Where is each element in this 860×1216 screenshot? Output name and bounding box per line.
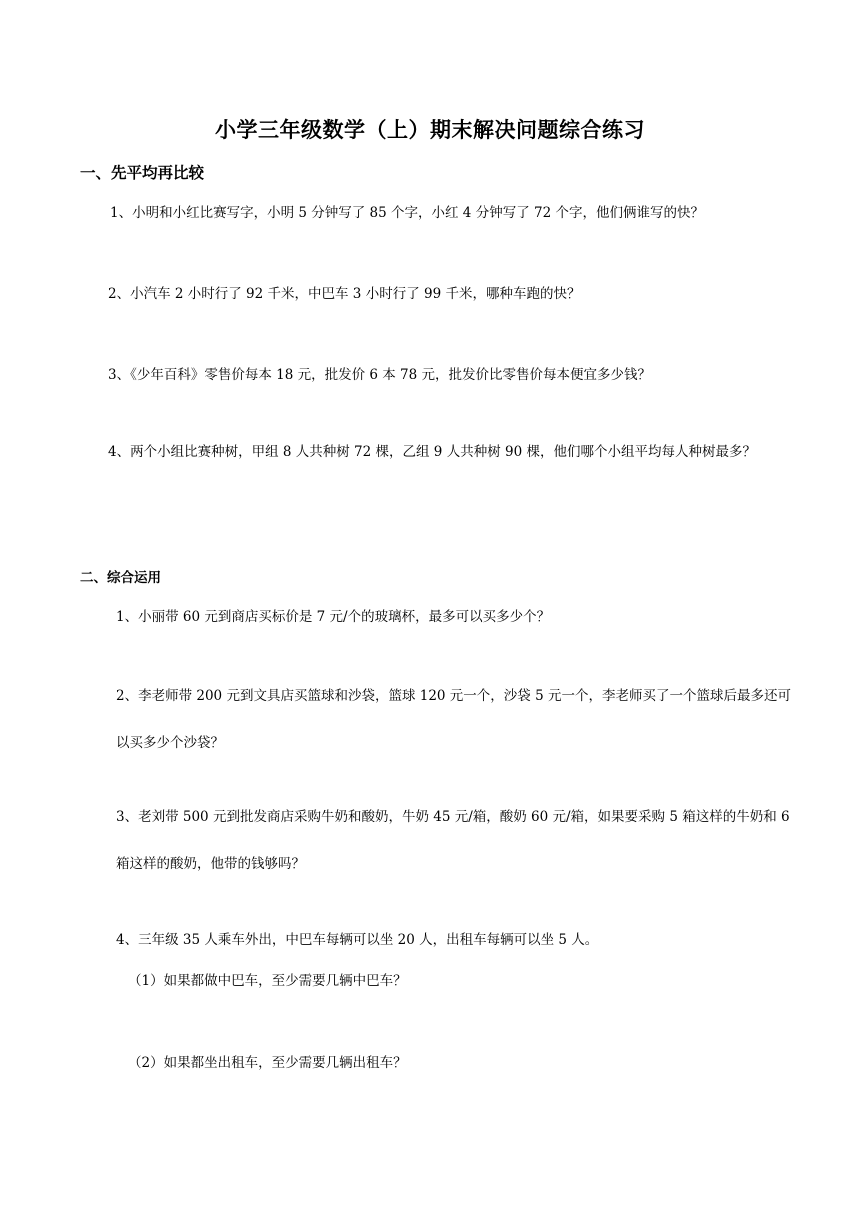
- section-heading-2: 二、综合运用: [80, 570, 161, 586]
- section2-question-2: 2、李老师带 200 元到文具店买篮球和沙袋，篮球 120 元一个，沙袋 5 元一个，李老师买了一个篮球后最多还可以买多少个沙袋？: [116, 688, 791, 751]
- section1-question-4: 4、两个小组比赛种树，甲组 8 人共种树 72 棵，乙组 9 人共种树 90 棵，他们哪个小组平均每人种树最多？: [108, 444, 756, 460]
- section-heading-1: 一、先平均再比较: [80, 164, 205, 182]
- section2-question-3: 3、老刘带 500 元到批发商店采购牛奶和酸奶，牛奶 45 元/箱，酸奶 60 元/箱，如果要采购 5 箱这样的牛奶和 6 箱这样的酸奶，他带的钱够吗？: [116, 809, 790, 872]
- section1-question-2: 2、小汽车 2 小时行了 92 千米，中巴车 3 小时行了 99 千米，哪种车跑的快？: [108, 286, 581, 302]
- section1-question-3: 3、《少年百科》零售价每本 18 元，批发价 6 本 78 元，批发价比零售价每本便宜多少钱？: [108, 367, 652, 383]
- section1-question-1: 1、小明和小红比赛写字，小明 5 分钟写了 85 个字，小红 4 分钟写了 72 个字，他们俩谁写的快？: [110, 205, 704, 221]
- section2-question-1: 1、小丽带 60 元到商店买标价是 7 元/个的玻璃杯，最多可以买多少个？: [116, 609, 551, 625]
- page-title: 小学三年级数学（上）期末解决问题综合练习: [215, 118, 645, 142]
- section2-subquestion-2: （2）如果都坐出租车，至少需要几辆出租车？: [128, 1055, 407, 1071]
- section2-subquestion-1: （1）如果都做中巴车，至少需要几辆中巴车？: [128, 973, 407, 989]
- section2-question-4: 4、三年级 35 人乘车外出，中巴车每辆可以坐 20 人，出租车每辆可以坐 5 人。: [116, 932, 599, 948]
